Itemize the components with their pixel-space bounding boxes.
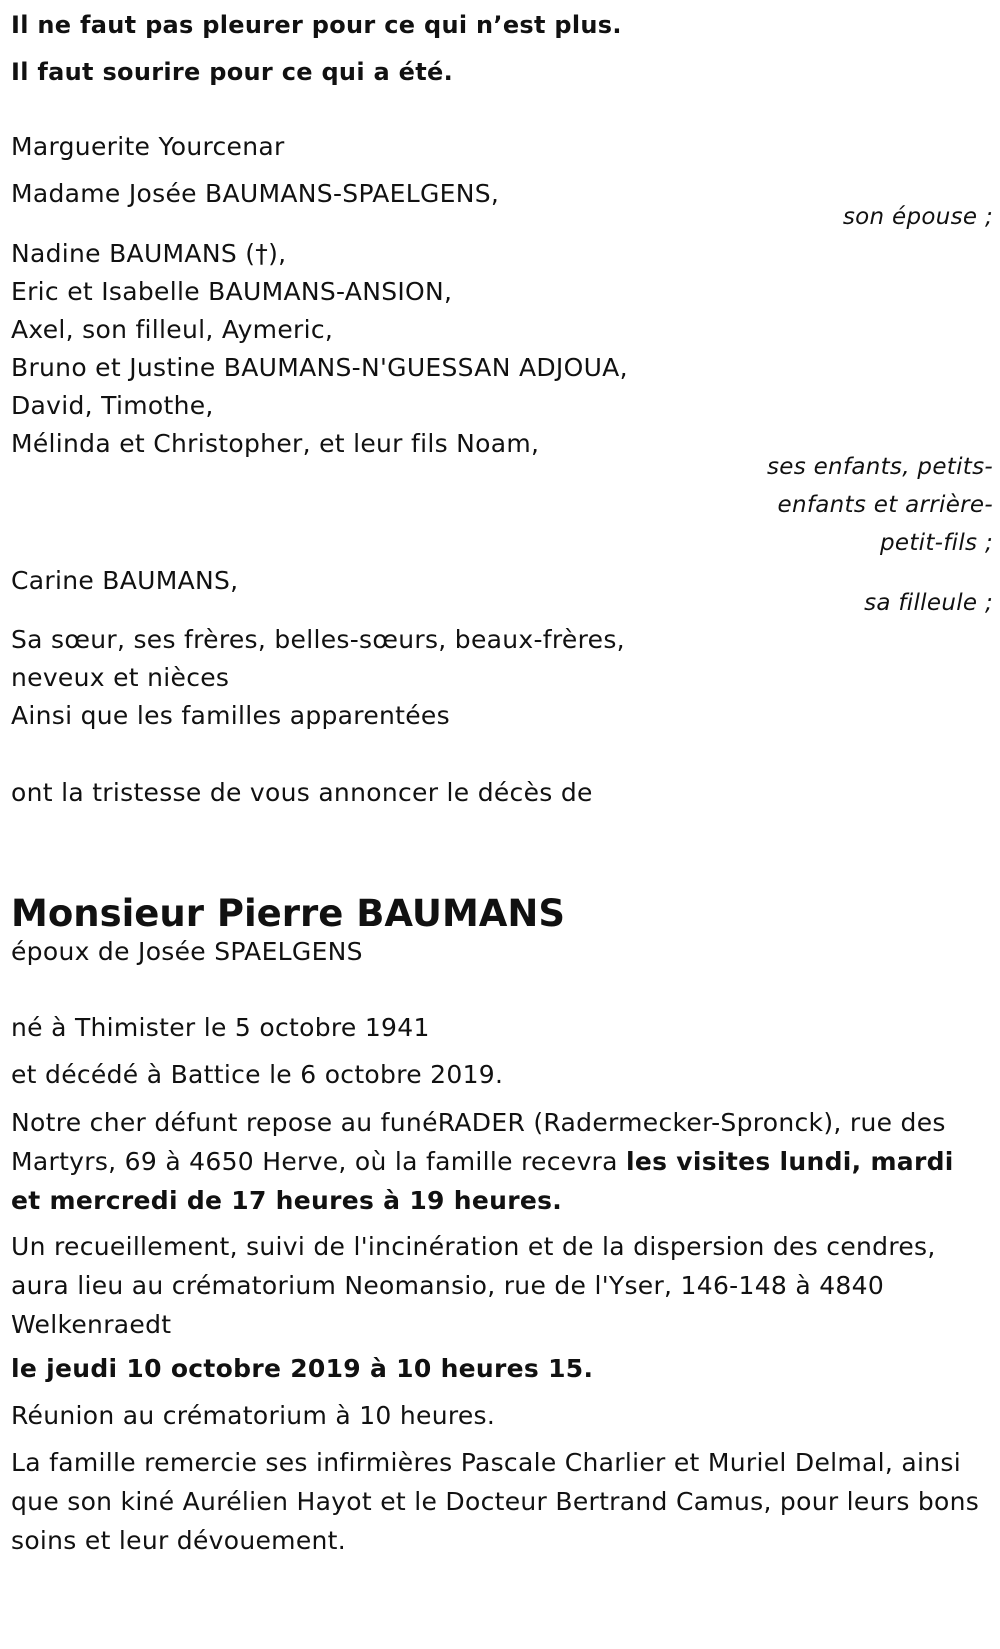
- spouse-role: son épouse ;: [842, 204, 993, 230]
- child-line: David, Timothe,: [11, 391, 214, 420]
- visiting-hours: les visites lundi, mardi et mercredi de 17 heures à 19 heures.: [11, 1147, 954, 1215]
- meeting-text: Réunion au crématorium à 10 heures.: [11, 1401, 496, 1430]
- relatives-line: Sa sœur, ses frères, belles-sœurs, beaux-frères,: [11, 625, 625, 654]
- child-line: Bruno et Justine BAUMANS-N'GUESSAN ADJOUA,: [11, 353, 628, 382]
- spouse-of-text: époux de Josée SPAELGENS: [11, 937, 363, 966]
- goddaughter-name: Carine BAUMANS,: [11, 566, 239, 595]
- ceremony-date: le jeudi 10 octobre 2019 à 10 heures 15.: [11, 1354, 594, 1383]
- death-text: et décédé à Battice le 6 octobre 2019.: [11, 1060, 504, 1089]
- quote-line-1: Il ne faut pas pleurer pour ce qui n’est plus.: [11, 11, 622, 39]
- thanks-paragraph: La famille remercie ses infirmières Pascale Charlier et Muriel Delmal, ainsi que son kiné Aurélien Hayot et le Docteur Bertrand Camus, pour leurs bons soins et leur dévouement.: [11, 1448, 980, 1555]
- children-role-line: enfants et arrière-: [777, 492, 993, 518]
- repose-text: Notre cher défunt repose au funéRADER (Radermecker-Spronck), rue des Martyrs, 69 à 4650 Herve, où la famille recevra: [11, 1108, 946, 1176]
- children-role-line: petit-fils ;: [880, 530, 993, 556]
- announcement-text: ont la tristesse de vous annoncer le décès de: [11, 778, 593, 807]
- deceased-name: Monsieur Pierre BAUMANS: [11, 892, 566, 935]
- ceremony-paragraph: Un recueillement, suivi de l'incinération et de la dispersion des cendres, aura lieu au crématorium Neomansio, rue de l'Yser, 146-148 à 4840 Welkenraedt: [11, 1232, 936, 1339]
- child-line: Axel, son filleul, Aymeric,: [11, 315, 334, 344]
- children-role-line: ses enfants, petits-: [766, 454, 993, 480]
- child-line: Mélinda et Christopher, et leur fils Noam,: [11, 429, 540, 458]
- goddaughter-role: sa filleule ;: [864, 590, 993, 616]
- spouse-name: Madame Josée BAUMANS-SPAELGENS,: [11, 179, 500, 208]
- child-line: Nadine BAUMANS (†),: [11, 239, 287, 268]
- quote-line-2: Il faut sourire pour ce qui a été.: [11, 58, 454, 86]
- repose-paragraph: [11, 1103, 986, 1220]
- child-line: Eric et Isabelle BAUMANS-ANSION,: [11, 277, 453, 306]
- birth-text: né à Thimister le 5 octobre 1941: [11, 1013, 430, 1042]
- quote-author: Marguerite Yourcenar: [11, 132, 285, 161]
- relatives-line: Ainsi que les familles apparentées: [11, 701, 450, 730]
- relatives-line: neveux et nièces: [11, 663, 230, 692]
